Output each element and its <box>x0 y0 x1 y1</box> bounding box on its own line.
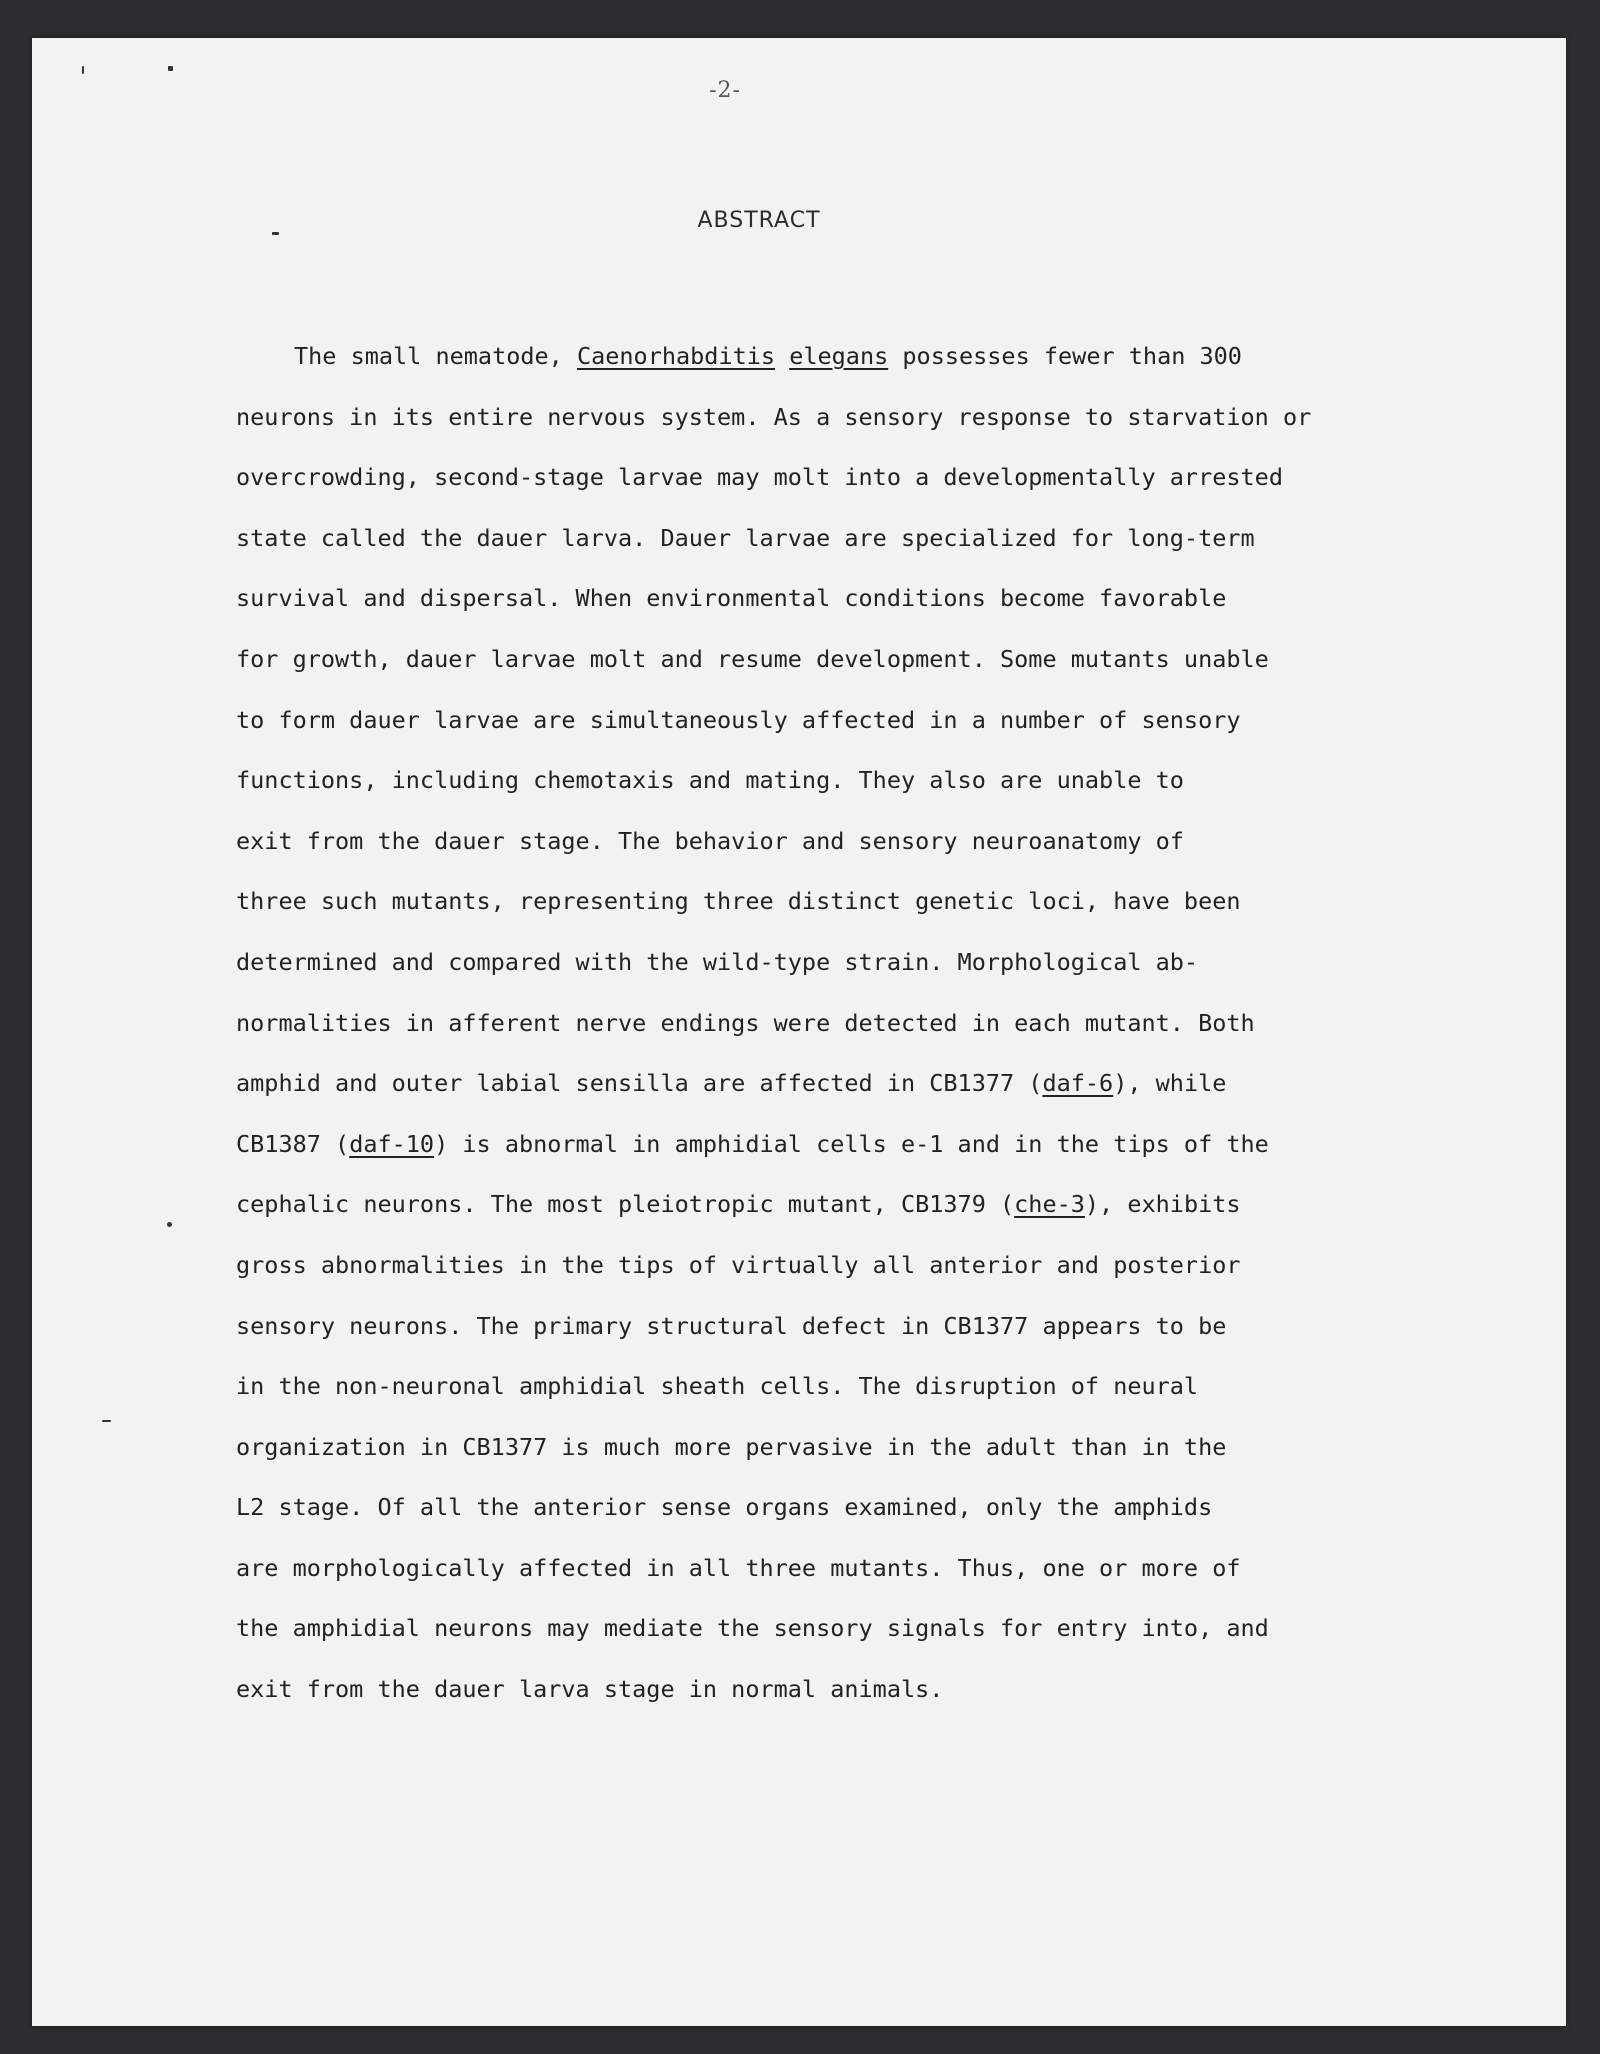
underlined-term: elegans <box>789 342 889 370</box>
text-run: the amphidial neurons may mediate the sensory signals for entry into, and <box>236 1614 1269 1643</box>
text-run: for growth, dauer larvae molt and resume development. Some mutants unable <box>236 644 1269 673</box>
abstract-line <box>236 871 1456 932</box>
text-run: gross abnormalities in the tips of virtually all anterior and posterior <box>236 1250 1241 1279</box>
paper-speck <box>82 66 84 74</box>
paper-speck <box>272 232 279 235</box>
underlined-term: daf-6 <box>1042 1069 1114 1098</box>
underlined-term: daf-10 <box>349 1129 435 1158</box>
abstract-line <box>236 1174 1456 1235</box>
abstract-line <box>236 750 1456 811</box>
text-run: amphid and outer labial sensilla are affected in CB1377 ( <box>236 1069 1043 1098</box>
abstract-line <box>236 1477 1456 1538</box>
abstract-line <box>236 932 1456 993</box>
text-run: sensory neurons. The primary structural defect in CB1377 appears to be <box>236 1311 1227 1340</box>
text-run: survival and dispersal. When environmental conditions become favorable <box>236 584 1227 613</box>
abstract-line <box>236 1538 1456 1599</box>
abstract-line <box>236 1235 1456 1296</box>
underlined-term: che-3 <box>1014 1190 1085 1219</box>
text-run: exit from the dauer stage. The behavior and sensory neuroanatomy of <box>236 826 1184 855</box>
text-run: ), while <box>1113 1069 1227 1098</box>
abstract-line <box>236 447 1456 508</box>
text-run: three such mutants, representing three distinct genetic loci, have been <box>236 887 1241 916</box>
typewritten-page <box>32 38 1566 2026</box>
abstract-line <box>236 1659 1456 1720</box>
text-run: CB1387 ( <box>236 1129 350 1158</box>
text-run: ) is abnormal in amphidial cells e-1 and in the tips of the <box>434 1129 1269 1158</box>
text-run: are morphologically affected in all three mutants. Thus, one or more of <box>236 1553 1241 1582</box>
abstract-heading: ABSTRACT <box>697 208 821 233</box>
text-run: to form dauer larvae are simultaneously affected in a number of sensory <box>236 705 1241 734</box>
text-run: normalities in afferent nerve endings were detected in each mutant. Both <box>236 1008 1255 1037</box>
text-run: determined and compared with the wild-type strain. Morphological ab- <box>236 947 1199 976</box>
abstract-line <box>236 1114 1456 1175</box>
text-run: L2 stage. Of all the anterior sense organs examined, only the amphids <box>236 1493 1213 1522</box>
abstract-line <box>236 508 1456 569</box>
abstract-line <box>236 1053 1456 1114</box>
text-run: The small nematode, <box>294 342 577 370</box>
text-run: overcrowding, second-stage larvae may molt into a developmentally arrested <box>236 463 1283 492</box>
text-run: possesses fewer than 300 <box>888 342 1242 370</box>
text-run: organization in CB1377 is much more pervasive in the adult than in the <box>236 1432 1227 1461</box>
paper-speck <box>102 1420 111 1422</box>
text-run: exit from the dauer larva stage in normal animals. <box>236 1675 944 1704</box>
text-run: neurons in its entire nervous system. As a sensory response to starvation or <box>236 402 1312 431</box>
text-run <box>775 342 789 370</box>
abstract-line <box>236 629 1456 690</box>
text-run: functions, including chemotaxis and mating. They also are unable to <box>236 766 1184 795</box>
abstract-line <box>236 1356 1456 1417</box>
text-run: ), exhibits <box>1084 1190 1241 1219</box>
underlined-term: Caenorhabditis <box>576 342 776 370</box>
text-run: in the non-neuronal amphidial sheath cells. The disruption of neural <box>236 1372 1199 1401</box>
abstract-line <box>236 1296 1456 1357</box>
abstract-line <box>236 993 1456 1054</box>
abstract-line <box>236 811 1456 872</box>
abstract-line <box>236 1598 1456 1659</box>
page-number: -2- <box>709 78 741 103</box>
text-run: state called the dauer larva. Dauer larvae are specialized for long-term <box>236 523 1255 552</box>
abstract-line <box>236 326 1456 387</box>
paper-speck <box>167 1222 172 1227</box>
text-run: cephalic neurons. The most pleiotropic mutant, CB1379 ( <box>236 1190 1015 1219</box>
abstract-line <box>236 387 1456 448</box>
abstract-line <box>236 568 1456 629</box>
abstract-line <box>236 690 1456 751</box>
abstract-body <box>236 326 1456 1720</box>
paper-speck <box>168 66 173 71</box>
abstract-line <box>236 1417 1456 1478</box>
